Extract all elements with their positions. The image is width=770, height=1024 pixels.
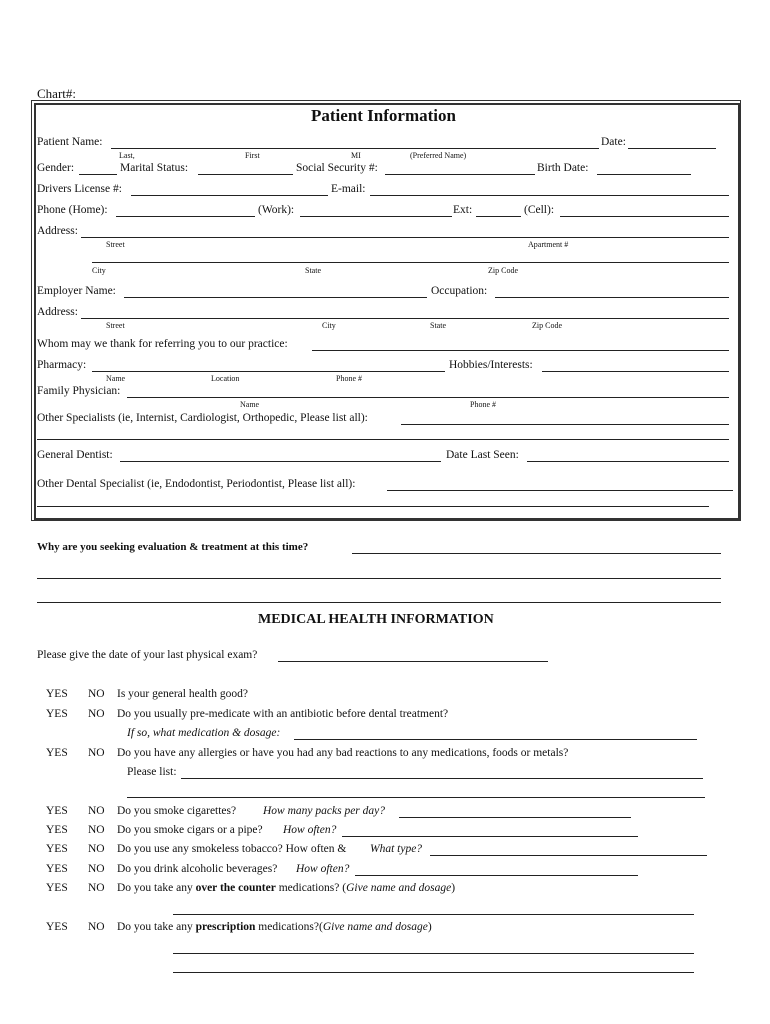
family-physician-field[interactable] <box>127 397 729 398</box>
medical-heading: MEDICAL HEALTH INFORMATION <box>258 612 494 627</box>
ssn-field[interactable] <box>385 174 535 175</box>
ext-label: Ext: <box>453 204 473 216</box>
q3-follow-field-2[interactable] <box>127 797 705 798</box>
q9-answer-field-2[interactable] <box>173 972 694 973</box>
marital-label: Marital Status: <box>120 162 189 174</box>
q4-follow-label: How many packs per day? <box>263 805 386 817</box>
email-field[interactable] <box>370 195 729 196</box>
q9-yes-option[interactable]: YES <box>46 921 68 933</box>
q6-follow-label: What type? <box>370 843 423 855</box>
sub-emp-city: City <box>322 321 336 330</box>
occupation-field[interactable] <box>495 297 729 298</box>
general-dentist-label: General Dentist: <box>37 449 113 461</box>
sub-fam-phone: Phone # <box>470 400 496 409</box>
hobbies-label: Hobbies/Interests: <box>449 359 533 371</box>
phone-work-label: (Work): <box>258 204 295 216</box>
q8-no-option[interactable]: NO <box>88 882 105 894</box>
sub-street: Street <box>106 240 125 249</box>
q3-text: Do you have any allergies or have you had any bad reactions to any medications, foods or metals? <box>117 747 569 759</box>
family-physician-label: Family Physician: <box>37 385 121 397</box>
q6-text: Do you use any smokeless tobacco? How often & <box>117 843 347 855</box>
chart-number-label: Chart#: <box>37 86 76 101</box>
phone-cell-label: (Cell): <box>524 204 555 216</box>
sub-state: State <box>305 266 321 275</box>
other-dental-field[interactable] <box>387 490 733 491</box>
q3-follow-label: Please list: <box>127 766 177 778</box>
phone-home-label: Phone (Home): <box>37 204 108 216</box>
q7-follow-label: How often? <box>296 863 350 875</box>
q8-yes-option[interactable]: YES <box>46 882 68 894</box>
q1-no-option[interactable]: NO <box>88 688 105 700</box>
q5-follow-label: How often? <box>283 824 337 836</box>
q6-follow-field[interactable] <box>430 855 707 856</box>
address-city-field[interactable] <box>92 262 729 263</box>
sub-mi: MI <box>351 151 361 160</box>
q1-yes-option[interactable]: YES <box>46 688 68 700</box>
q8-text-e: ) <box>451 882 456 894</box>
q2-follow-field[interactable] <box>294 739 697 740</box>
q5-text: Do you smoke cigars or a pipe? <box>117 824 263 836</box>
q1-text: Is your general health good? <box>117 688 248 700</box>
sub-pharm-name: Name <box>106 374 126 383</box>
referral-label: Whom may we thank for referring you to our practice: <box>37 338 288 350</box>
physical-exam-field[interactable] <box>278 661 548 662</box>
sub-fam-name: Name <box>240 400 260 409</box>
q8-text <box>117 882 455 894</box>
q2-follow-label: If so, what medication & dosage: <box>127 727 281 739</box>
other-dental-label: Other Dental Specialist (ie, Endodontist, Periodontist, Please list all): <box>37 478 356 490</box>
phone-work-field[interactable] <box>300 216 452 217</box>
why-answer-field-3[interactable] <box>37 602 721 603</box>
email-label: E-mail: <box>331 183 366 195</box>
q6-no-option[interactable]: NO <box>88 843 105 855</box>
page-title: Patient Information <box>311 106 456 125</box>
physical-exam-label: Please give the date of your last physical exam? <box>37 649 258 661</box>
other-dental-field-2[interactable] <box>37 506 709 507</box>
why-answer-field-2[interactable] <box>37 578 721 579</box>
pharmacy-field[interactable] <box>92 371 445 372</box>
q6-yes-option[interactable]: YES <box>46 843 68 855</box>
date-label: Date: <box>601 136 626 148</box>
gender-label: Gender: <box>37 162 75 174</box>
q9-answer-field-1[interactable] <box>173 953 694 954</box>
q2-text: Do you usually pre-medicate with an antibiotic before dental treatment? <box>117 708 449 720</box>
q9-text-a: Do you take any <box>117 921 193 933</box>
q2-yes-option[interactable]: YES <box>46 708 68 720</box>
ext-field[interactable] <box>476 216 521 217</box>
q3-follow-field[interactable] <box>181 778 703 779</box>
q8-answer-field[interactable] <box>173 914 694 915</box>
q7-yes-option[interactable]: YES <box>46 863 68 875</box>
sub-emp-zip: Zip Code <box>532 321 562 330</box>
phone-cell-field[interactable] <box>560 216 729 217</box>
occupation-label: Occupation: <box>431 285 488 297</box>
sub-apartment: Apartment # <box>528 240 569 249</box>
q9-text-c: medications?( <box>258 921 323 933</box>
q9-text-e: ) <box>427 921 432 933</box>
other-specialists-label: Other Specialists (ie, Internist, Cardiologist, Orthopedic, Please list all): <box>37 412 368 424</box>
pharmacy-label: Pharmacy: <box>37 359 87 371</box>
birth-date-field[interactable] <box>597 174 691 175</box>
employer-field[interactable] <box>124 297 427 298</box>
q2-no-option[interactable]: NO <box>88 708 105 720</box>
drivers-license-label: Drivers License #: <box>37 183 122 195</box>
hobbies-field[interactable] <box>542 371 729 372</box>
address-street-field[interactable] <box>81 237 729 238</box>
sub-emp-state: State <box>430 321 446 330</box>
q9-text <box>117 921 432 933</box>
sub-pharm-location: Location <box>211 374 240 383</box>
other-specialists-field-2[interactable] <box>37 439 729 440</box>
q4-follow-field[interactable] <box>399 817 631 818</box>
drivers-license-field[interactable] <box>131 195 328 196</box>
sub-pharm-phone: Phone # <box>336 374 362 383</box>
q8-text-a: Do you take any <box>117 882 193 894</box>
why-answer-field-1[interactable] <box>352 553 721 554</box>
date-last-seen-field[interactable] <box>527 461 729 462</box>
q7-no-option[interactable]: NO <box>88 863 105 875</box>
general-dentist-field[interactable] <box>120 461 441 462</box>
patient-name-field[interactable] <box>111 148 599 149</box>
q8-text-bold: over the counter <box>195 882 276 894</box>
patient-name-label: Patient Name: <box>37 136 103 148</box>
other-specialists-field[interactable] <box>401 424 729 425</box>
birth-date-label: Birth Date: <box>537 162 589 174</box>
q4-yes-option[interactable]: YES <box>46 805 68 817</box>
q9-text-italic: Give name and dosage <box>322 921 428 933</box>
employer-label: Employer Name: <box>37 285 116 297</box>
sub-last: Last, <box>119 151 135 160</box>
q3-no-option[interactable]: NO <box>88 747 105 759</box>
ssn-label: Social Security #: <box>296 162 378 174</box>
q7-follow-field[interactable] <box>355 875 638 876</box>
sub-emp-street: Street <box>106 321 125 330</box>
why-question-label: Why are you seeking evaluation & treatment at this time? <box>37 541 309 553</box>
q5-no-option[interactable]: NO <box>88 824 105 836</box>
q5-follow-field[interactable] <box>342 836 638 837</box>
q5-yes-option[interactable]: YES <box>46 824 68 836</box>
marital-field[interactable] <box>198 174 293 175</box>
q3-yes-option[interactable]: YES <box>46 747 68 759</box>
q9-no-option[interactable]: NO <box>88 921 105 933</box>
q4-no-option[interactable]: NO <box>88 805 105 817</box>
phone-home-field[interactable] <box>116 216 255 217</box>
sub-zip: Zip Code <box>488 266 518 275</box>
q7-text: Do you drink alcoholic beverages? <box>117 863 278 875</box>
sub-city: City <box>92 266 106 275</box>
referral-field[interactable] <box>312 350 729 351</box>
q4-text: Do you smoke cigarettes? <box>117 805 237 817</box>
sub-first: First <box>245 151 260 160</box>
sub-preferred: (Preferred Name) <box>410 151 467 160</box>
employer-address-field[interactable] <box>81 318 729 319</box>
employer-address-label: Address: <box>37 306 78 318</box>
q8-text-italic: Give name and dosage <box>346 882 452 894</box>
date-last-seen-label: Date Last Seen: <box>446 449 519 461</box>
address-label: Address: <box>37 225 78 237</box>
q9-text-bold: prescription <box>195 921 256 933</box>
date-field[interactable] <box>628 148 716 149</box>
q8-text-c: medications? ( <box>278 882 347 894</box>
gender-field[interactable] <box>79 174 117 175</box>
